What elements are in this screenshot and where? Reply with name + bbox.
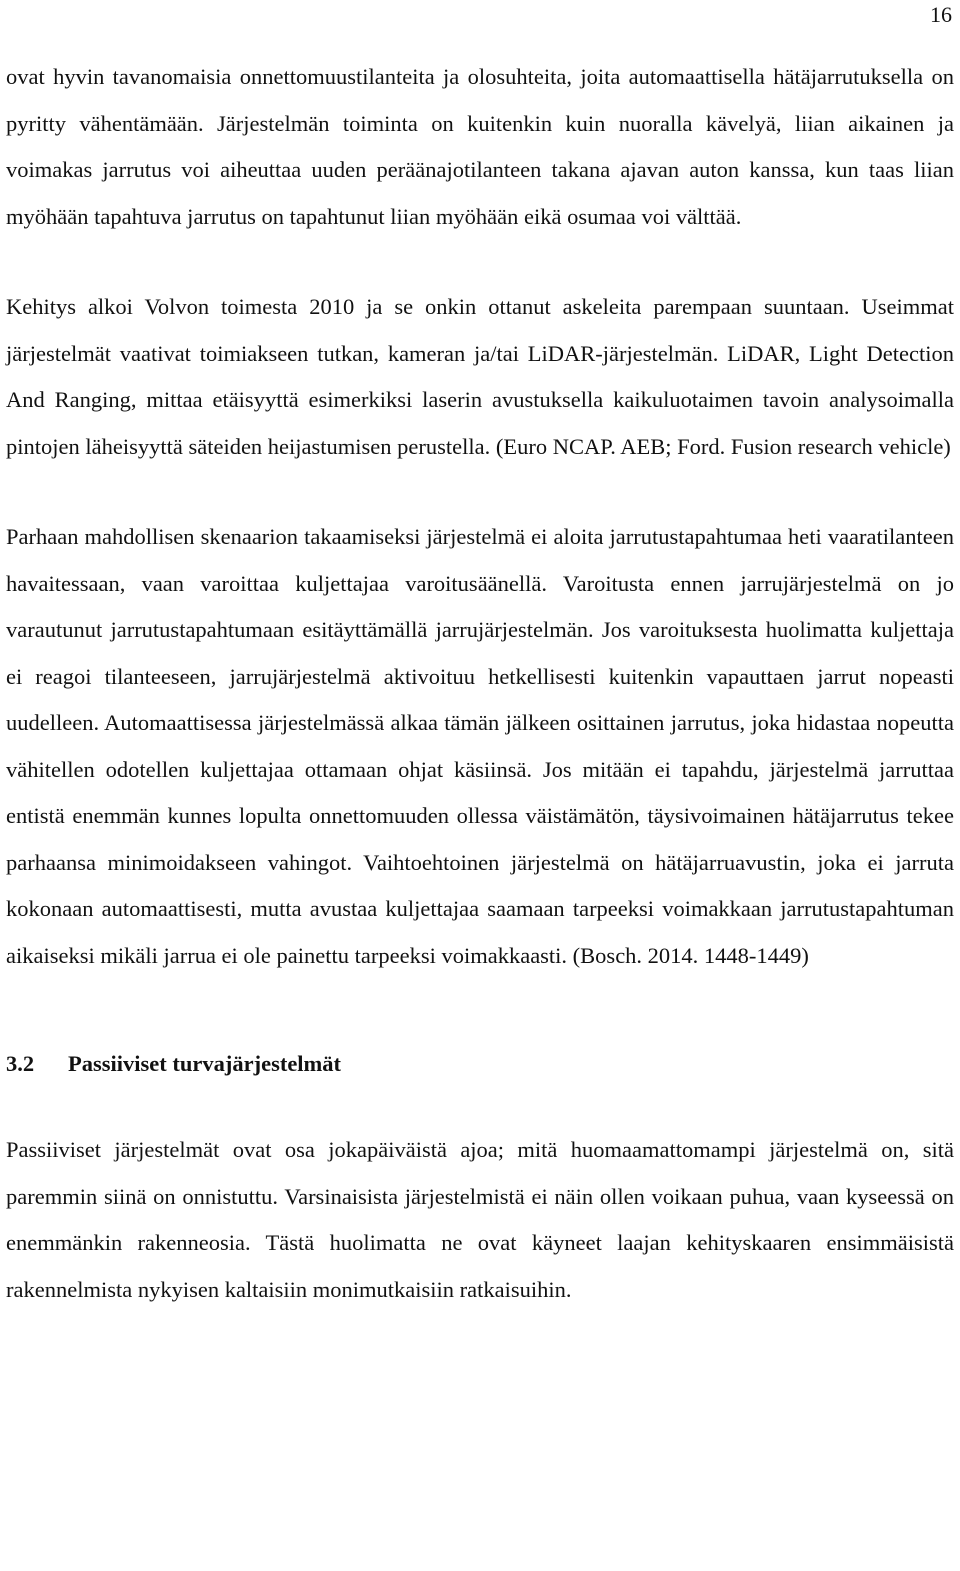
section-title: Passiiviset turvajärjestelmät: [68, 1051, 342, 1076]
paragraph: Passiiviset järjestelmät ovat osa jokapäiväistä ajoa; mitä huomaamattomampi järjestelmä on, sitä paremmin siinä on onnistuttu. Varsinaisista järjestelmistä ei näin ollen voikaan puhua, vaan kyseessä on enemmänkin rakenneosia. Tästä huolimatta ne ovat käyneet laajan kehityskaaren ensimmäisistä rakennelmista nykyisen kaltaisiin monimutkaisiin ratkaisuihin.: [6, 1137, 954, 1302]
page-number: 16: [930, 2, 952, 27]
section-heading: [6, 1041, 954, 1087]
paragraph: ovat hyvin tavanomaisia onnettomuustilanteita ja olosuhteita, joita automaattisella hätäjarrutuksella on pyritty vähentämään. Järjestelmän toiminta on kuitenkin kuin nuoralla kävelyä, liian aikainen ja voimakas jarrutus voi aiheuttaa uuden peräänajotilanteen takana ajavan auton kanssa, kun taas liian myöhään tapahtuva jarrutus on tapahtunut liian myöhään eikä osumaa voi välttää.: [6, 64, 954, 229]
section-number: 3.2: [6, 1051, 35, 1076]
document-body: [6, 54, 954, 1313]
paragraph: Kehitys alkoi Volvon toimesta 2010 ja se onkin ottanut askeleita parempaan suuntaan. Useimmat järjestelmät vaativat toimiakseen tutkan, kameran ja/tai LiDAR-järjestelmän. LiDAR, Light Detection And Ranging, mittaa etäisyyttä esimerkiksi laserin avustuksella kaikuluotaimen tavoin analysoimalla pintojen läheisyyttä säteiden heijastumisen perustella. (Euro NCAP. AEB; Ford. Fusion research vehicle): [6, 294, 954, 459]
paragraph: Parhaan mahdollisen skenaarion takaamiseksi järjestelmä ei aloita jarrutustapahtumaa heti vaaratilanteen havaitessaan, vaan varoittaa kuljettajaa varoitusäänellä. Varoitusta ennen jarrujärjestelmä on jo varautunut jarrutustapahtumaan esitäyttämällä jarrujärjestelmän. Jos varoituksesta huolimatta kuljettaja ei reagoi tilanteeseen, jarrujärjestelmä aktivoituu hetkellisesti kuitenkin vapauttaen jarrut nopeasti uudelleen. Automaattisessa järjestelmässä alkaa tämän jälkeen osittainen jarrutus, joka hidastaa nopeutta vähitellen odotellen kuljettajaa ottamaan ohjat käsiinsä. Jos mitään ei tapahdu, järjestelmä jarruttaa entistä enemmän kunnes lopulta onnettomuuden ollessa väistämätön, täysivoimainen hätäjarrutus tekee parhaansa minimoidakseen vahingot. Vaihtoehtoinen järjestelmä on hätäjarruavustin, joka ei jarruta kokonaan automaattisesti, mutta avustaa kuljettajaa saamaan tarpeeksi voimakkaan jarrutustapahtuman aikaiseksi mikäli jarrua ei ole painettu tarpeeksi voimakkaasti. (Bosch. 2014. 1448-1449): [6, 524, 954, 968]
